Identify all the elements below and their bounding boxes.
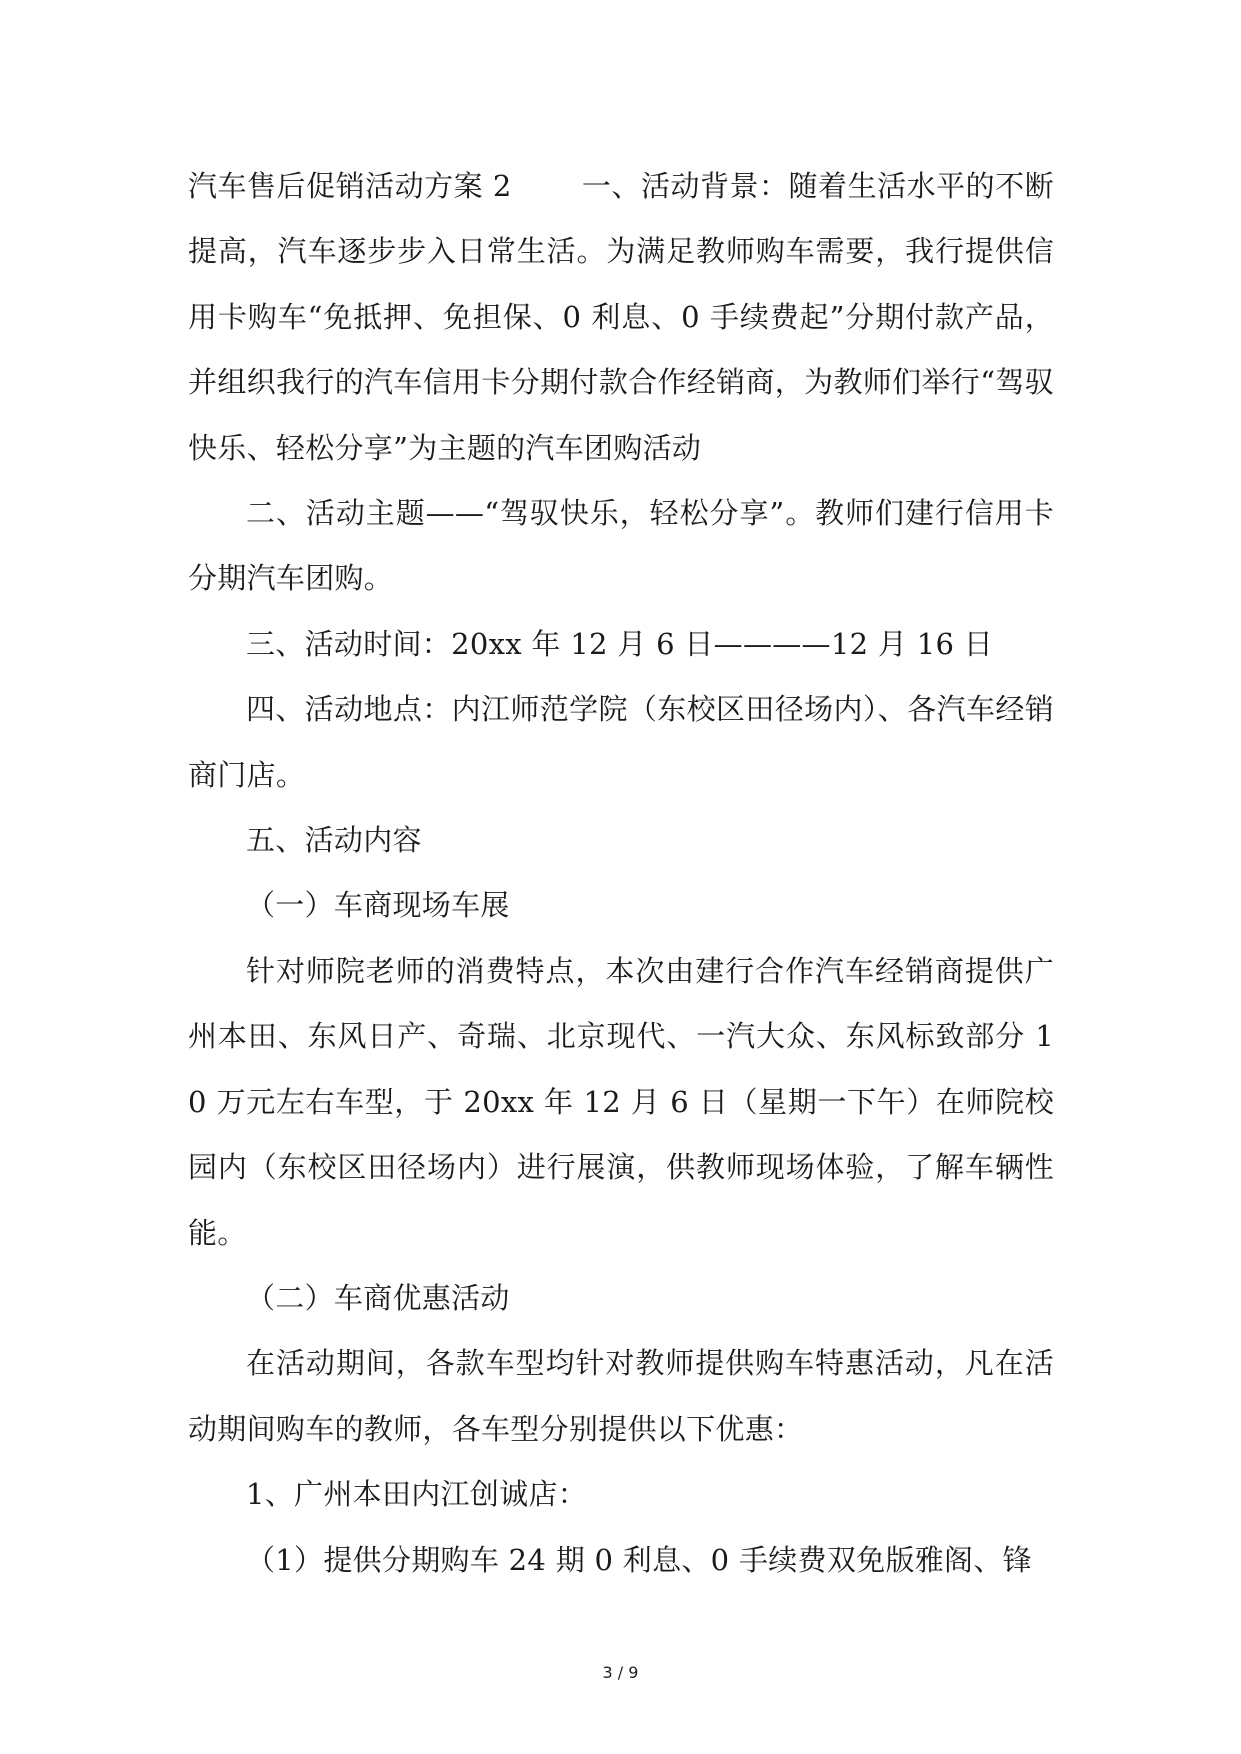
paragraph-discounts: 在活动期间，各款车型均针对教师提供购车特惠活动，凡在活动期间购车的教师，各车型分别提供以下优惠： [188, 1346, 1054, 1446]
paragraph-car-show: 针对师院老师的消费特点，本次由建行合作汽车经销商提供广州本田、东风日产、奇瑞、北京现代、一汽大众、东风标致部分 10 万元左右车型，于 20xx 年 12 月 6 日（星期一下午）在师院校园内（东校区田径场内）进行展演，供教师现场体验，了解车辆性能。 [188, 953, 1054, 1250]
page-number: 3 / 9 [602, 1663, 639, 1682]
intro-title: 汽车售后促销活动方案 2 [188, 169, 512, 203]
intro-body: 一、活动背景：随着生活水平的不断提高，汽车逐步步入日常生活。为满足教师购车需要，我行提供信用卡购车“免抵押、免担保、0 利息、0 手续费起”分期付款产品，并组织我行的汽车信用卡分期付款合作经销商，为教师们举行“驾驭快乐、轻松分享”为主题的汽车团购活动 [188, 169, 1054, 465]
paragraph-location: 四、活动地点：内江师范学院（东校区田径场内）、各汽车经销商门店。 [188, 692, 1054, 792]
paragraph-theme: 二、活动主题——“驾驭快乐，轻松分享”。教师们建行信用卡分期汽车团购。 [188, 496, 1054, 596]
paragraph-time: 三、活动时间：20xx 年 12 月 6 日————12 月 16 日 [246, 626, 994, 661]
document-body [188, 154, 1054, 1593]
heading-content: 五、活动内容 [246, 823, 422, 858]
list-item-honda-offer-1: （1）提供分期购车 24 期 0 利息、0 手续费双免版雅阁、锋 [246, 1542, 1032, 1577]
subheading-discounts: （二）车商优惠活动 [246, 1280, 510, 1315]
list-item-honda: 1、广州本田内江创诚店： [246, 1477, 588, 1512]
intro-paragraph [188, 154, 1054, 481]
subheading-car-show: （一）车商现场车展 [246, 888, 510, 923]
